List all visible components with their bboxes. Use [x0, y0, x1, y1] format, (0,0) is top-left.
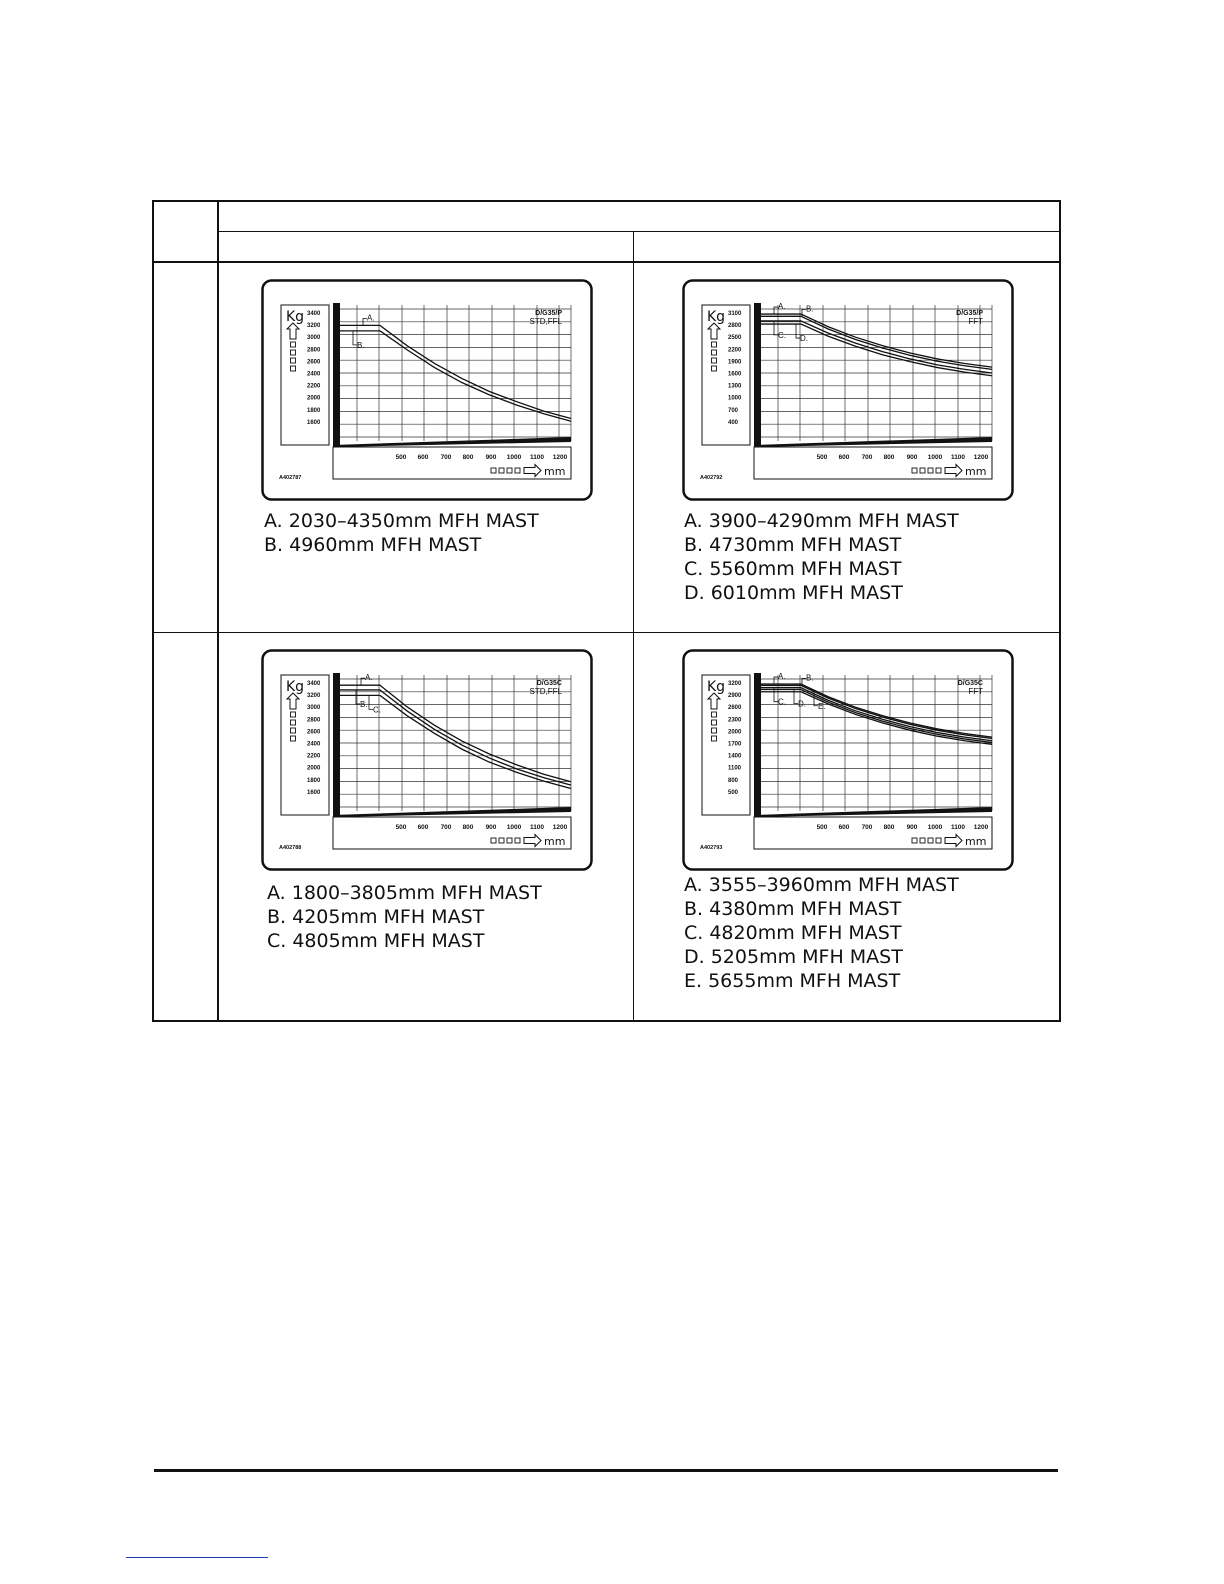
y-tick-label: 3400	[307, 681, 321, 687]
y-tick-label: 2900	[728, 693, 742, 700]
y-axis-bar	[754, 303, 761, 445]
y-unit-label: Kg	[707, 679, 726, 695]
curve-label: B.	[357, 340, 365, 350]
load-chart-4	[682, 649, 1014, 871]
x-tick-label: 700	[861, 824, 873, 831]
footer-link-underline[interactable]	[126, 1557, 268, 1558]
x-unit-label: mm	[544, 465, 566, 478]
curve-label: E.	[818, 701, 826, 711]
curve-label: D.	[798, 699, 806, 709]
curve-label: A.	[365, 673, 373, 683]
y-tick-label: 500	[728, 789, 739, 796]
y-tick-label: 3400	[307, 311, 321, 317]
y-tick-label: 400	[728, 419, 739, 426]
figure-id: A402792	[700, 475, 723, 481]
y-tick-label: 2200	[307, 383, 321, 390]
x-tick-label: 1000	[506, 824, 522, 831]
x-unit-label: mm	[965, 465, 987, 478]
legend-item: A. 3900–4290mm MFH MAST	[684, 510, 959, 532]
y-tick-label: 1400	[728, 753, 742, 760]
x-tick-label: 900	[485, 454, 497, 461]
y-tick-label: 2800	[307, 717, 321, 724]
y-axis-bar	[333, 673, 340, 815]
x-tick-label: 900	[906, 824, 918, 831]
figure-id: A402788	[279, 845, 302, 851]
curve-label: C.	[778, 330, 786, 340]
y-tick-label: 1900	[728, 359, 742, 366]
x-tick-label: 1000	[927, 454, 943, 461]
x-tick-label: 1100	[950, 454, 966, 461]
figure-id: A402793	[700, 845, 723, 851]
table-divider-header-sub	[219, 231, 1059, 232]
chart-legend-1	[264, 509, 539, 557]
legend-item: B. 4205mm MFH MAST	[267, 906, 485, 928]
y-tick-label: 2400	[307, 371, 321, 378]
y-unit-label: Kg	[286, 309, 305, 325]
variant-label: STD,FFL	[529, 687, 562, 696]
legend-item: E. 5655mm MFH MAST	[684, 970, 901, 992]
x-tick-label: 800	[883, 824, 895, 831]
x-unit-label: mm	[965, 835, 987, 848]
legend-item: C. 5560mm MFH MAST	[684, 558, 902, 580]
variant-label: FFT	[968, 317, 983, 326]
x-unit-label: mm	[544, 835, 566, 848]
chart-legend-2	[684, 509, 959, 605]
x-tick-label: 500	[395, 454, 407, 461]
y-tick-label: 2600	[307, 359, 321, 366]
y-tick-label: 1800	[307, 407, 321, 414]
x-tick-label: 700	[861, 454, 873, 461]
x-tick-label: 1100	[529, 454, 545, 461]
x-tick-label: 600	[838, 824, 850, 831]
y-tick-label: 2200	[307, 753, 321, 760]
curve-label: C.	[373, 705, 381, 715]
x-tick-label: 600	[838, 454, 850, 461]
chart-legend-3	[267, 881, 542, 953]
x-tick-label: 1100	[950, 824, 966, 831]
y-tick-label: 800	[728, 777, 739, 784]
y-tick-label: 2800	[728, 323, 742, 330]
x-tick-label: 800	[883, 454, 895, 461]
y-tick-label: 3000	[307, 705, 321, 712]
legend-item: B. 4730mm MFH MAST	[684, 534, 902, 556]
y-tick-label: 3100	[728, 311, 742, 317]
legend-item: B. 4960mm MFH MAST	[264, 534, 482, 556]
cell-row2-right	[634, 633, 1059, 1020]
y-tick-label: 2000	[307, 395, 321, 402]
legend-item: D. 6010mm MFH MAST	[684, 582, 903, 604]
y-axis-bar	[754, 673, 761, 815]
legend-item: D. 5205mm MFH MAST	[684, 946, 903, 968]
legend-item: C. 4805mm MFH MAST	[267, 930, 485, 952]
y-tick-label: 3200	[307, 323, 321, 330]
x-tick-label: 1200	[552, 824, 568, 831]
legend-item: A. 3555–3960mm MFH MAST	[684, 874, 959, 896]
y-tick-label: 1000	[728, 395, 742, 402]
x-tick-label: 900	[485, 824, 497, 831]
y-tick-label: 2400	[307, 741, 321, 748]
y-tick-label: 1700	[728, 741, 742, 748]
y-tick-label: 2300	[728, 717, 742, 724]
x-tick-label: 600	[417, 824, 429, 831]
y-tick-label: 2000	[307, 765, 321, 772]
x-tick-label: 1100	[529, 824, 545, 831]
curve-label: A.	[367, 313, 375, 323]
curve-label: B.	[360, 699, 368, 709]
x-tick-label: 800	[462, 454, 474, 461]
y-tick-label: 1100	[728, 765, 742, 772]
cell-row1-left	[219, 263, 633, 632]
y-tick-label: 1800	[307, 777, 321, 784]
curve-label: B.	[806, 304, 814, 314]
y-tick-label: 1300	[728, 383, 742, 390]
model-label: D/G35/P	[535, 310, 562, 317]
x-tick-label: 600	[417, 454, 429, 461]
x-tick-label: 800	[462, 824, 474, 831]
x-tick-label: 1200	[552, 454, 568, 461]
legend-item: C. 4820mm MFH MAST	[684, 922, 902, 944]
cell-row2-left	[219, 633, 633, 1020]
y-tick-label: 2200	[728, 347, 742, 354]
y-tick-label: 3000	[307, 335, 321, 342]
y-tick-label: 3200	[728, 681, 742, 687]
x-tick-label: 700	[440, 824, 452, 831]
y-tick-label: 700	[728, 407, 739, 414]
variant-label: STD,FFL	[529, 317, 562, 326]
y-tick-label: 2500	[728, 335, 742, 342]
y-tick-label: 2600	[307, 729, 321, 736]
y-tick-label: 2000	[728, 729, 742, 736]
curve-label: A.	[778, 672, 786, 682]
legend-item: A. 2030–4350mm MFH MAST	[264, 510, 539, 532]
curve-label: A.	[778, 302, 786, 312]
load-chart-3	[261, 649, 593, 871]
x-tick-label: 500	[816, 824, 828, 831]
y-unit-label: Kg	[286, 679, 305, 695]
capacity-table	[152, 200, 1061, 1022]
model-label: D/G35C	[536, 680, 562, 687]
model-label: D/G35/P	[956, 310, 983, 317]
curve-label: C.	[778, 697, 786, 707]
chart-legend-4	[684, 873, 959, 993]
curve-label: B.	[806, 673, 814, 683]
y-tick-label: 1600	[307, 789, 321, 796]
load-chart-2	[682, 279, 1014, 501]
y-tick-label: 3200	[307, 693, 321, 700]
figure-id: A402787	[279, 475, 302, 481]
x-tick-label: 1000	[927, 824, 943, 831]
y-tick-label: 2600	[728, 705, 742, 712]
y-axis-bar	[333, 303, 340, 445]
model-label: D/G35C	[957, 680, 983, 687]
x-tick-label: 1000	[506, 454, 522, 461]
x-tick-label: 500	[395, 824, 407, 831]
x-tick-label: 700	[440, 454, 452, 461]
load-chart-1	[261, 279, 593, 501]
variant-label: FFT	[968, 687, 983, 696]
x-tick-label: 1200	[973, 824, 989, 831]
curve-label: D.	[800, 334, 808, 344]
y-tick-label: 1600	[728, 371, 742, 378]
footer-rule	[154, 1469, 1058, 1472]
x-tick-label: 1200	[973, 454, 989, 461]
y-tick-label: 1600	[307, 419, 321, 426]
x-tick-label: 500	[816, 454, 828, 461]
x-tick-label: 900	[906, 454, 918, 461]
cell-row1-right	[634, 263, 1059, 632]
y-tick-label: 2800	[307, 347, 321, 354]
y-unit-label: Kg	[707, 309, 726, 325]
legend-item: A. 1800–3805mm MFH MAST	[267, 882, 542, 904]
legend-item: B. 4380mm MFH MAST	[684, 898, 902, 920]
